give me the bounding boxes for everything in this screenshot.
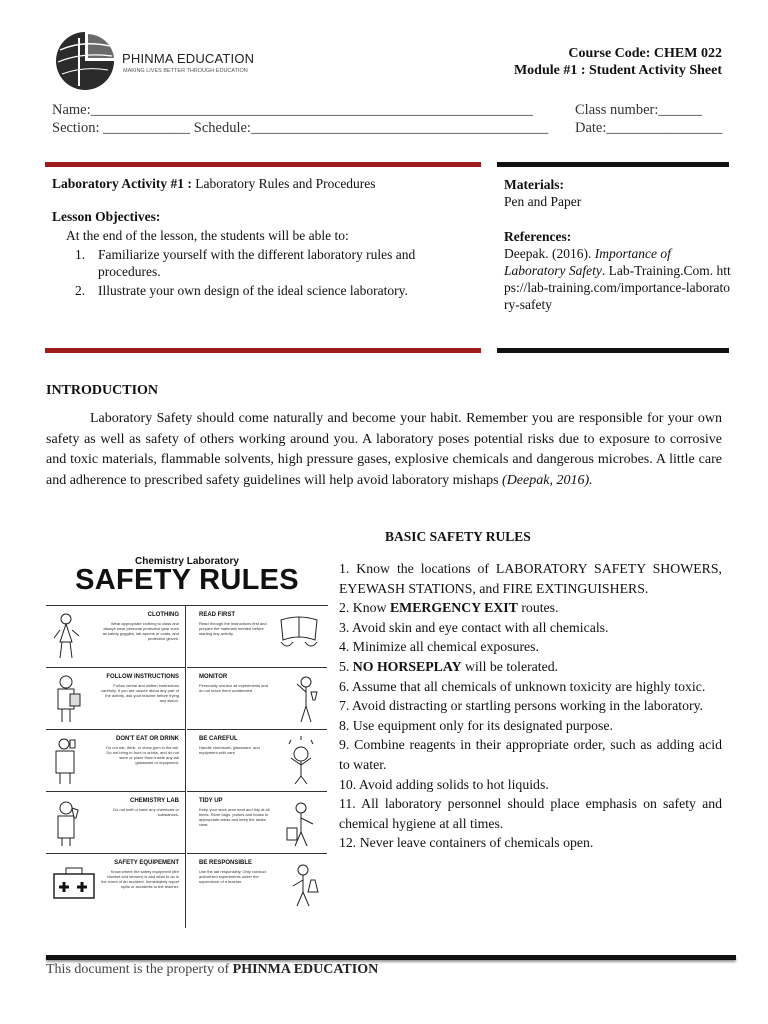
list-item: 8. Use equipment only for its designated purpose. [339,717,613,733]
first-aid-kit-icon [52,860,96,904]
reference-title: Importance of Laboratory Safety [504,246,671,278]
list-item: 1. Familiarize yourself with the different laboratory rules and procedures. [75,247,416,279]
person-sniffing-icon [52,798,84,848]
introduction-body: Laboratory Safety should come naturally and become your habit. Remember you are responsible for your own safety as well as safety of others working around you. A laboratory poses potential risks due to exposure to corrosive and toxic materials, flammable solvents, high pressure gases, explosive chemicals and dangerous microbes. A little care and adherence to prescribed safety guidelines will help avoid laboratory mishaps (Deepak, 2016). [46,411,722,488]
scientist-experiment-icon [285,860,321,910]
poster-title: SAFETY RULES [75,564,299,596]
footer [46,962,378,978]
list-item: 10. Avoid adding solids to hot liquids. [339,776,549,792]
course-info [514,45,722,79]
activity-name: Laboratory Rules and Procedures [195,176,376,191]
bottom-divider-red [45,348,481,353]
person-cleaning-icon [285,798,321,848]
poster-grid [46,605,328,928]
activity-title [52,176,376,192]
objectives-heading: Lesson Objectives: [52,209,161,224]
objectives-list [72,246,472,301]
poster-cell-dont-eat: DON'T EAT OR DRINK Do not eat, drink, or chew gum in the lab. Do not bring in food or drinks, and do not store or place them inside any lab glassware or equipment. [46,730,186,792]
list-item: 2. Illustrate your own design of the ideal science laboratory. [75,283,408,298]
person-with-flask-icon [291,674,321,724]
footer-text: This document is the property of [46,962,233,977]
lab-coat-person-icon [52,612,82,662]
introduction-heading: INTRODUCTION [46,383,159,398]
course-code: Course Code: CHEM 022 [568,46,722,61]
materials-references [504,176,734,313]
name-field[interactable]: Name:_____________________________________________________________ [52,102,533,118]
list-item: 1. Know the locations of LABORATORY SAFETY SHOWERS, EYEWASH STATIONS, and FIRE EXTINGUISHERS. [339,561,722,596]
list-item: 4. Minimize all chemical exposures. [339,639,539,655]
poster-cell-follow-instructions: FOLLOW INSTRUCTIONS Follow verbal and written instructions carefully. If you are unsure about any part of the activity, ask your teacher before trying any action. [46,668,186,730]
references-heading: References: [504,229,572,244]
basic-safety-rules-heading: BASIC SAFETY RULES [385,529,531,544]
org-name: PHINMA EDUCATION [122,51,255,66]
footer-owner: PHINMA EDUCATION [232,962,379,977]
list-item: 12. Never leave containers of chemicals open. [339,835,594,851]
logo-emblem-icon [52,30,118,92]
list-item: 7. Avoid distracting or startling persons working in the laboratory. [339,698,704,714]
poster-cell-be-careful: BE CAREFUL Handle chemicals, glassware, and equipment with care. [187,730,327,792]
module-title: Module #1 : Student Activity Sheet [513,63,722,78]
materials-value: Pen and Paper [504,194,582,209]
poster-cell-read-first: READ FIRST Read through the instructions first and prepare the materials needed before starting any activity. [187,606,327,668]
safety-rules-poster [46,550,328,930]
top-divider-black [497,162,729,167]
org-tagline: MAKING LIVES BETTER THROUGH EDUCATION [123,68,248,74]
worried-person-icon [281,736,321,786]
reading-book-icon [277,612,321,652]
safety-rules-list [339,559,722,853]
person-drinking-icon [52,736,84,786]
reference-url[interactable]: https://lab-training.com/importance-laboratory-safety [504,263,731,312]
poster-cell-clothing: CLOTHING Wear appropriate clothing to class and always wear personal protective gear such as safety goggles, lab aprons or coats, and protective gloves. [46,606,186,668]
date-field[interactable]: Date:________________ [575,120,723,136]
materials-heading: Materials: [504,177,564,192]
poster-subtitle: Chemistry Laboratory [135,556,239,567]
phinma-logo [52,30,255,92]
poster-cell-monitor: MONITOR Personally monitor all experiments and do not leave them unattended. [187,668,327,730]
list-item: 11. All laboratory personnel should place emphasis on safety and chemical hygiene at all times. [339,796,722,831]
person-with-clipboard-icon [52,674,84,724]
poster-cell-chemistry-lab: CHEMISTRY LAB Do not sniff or taste any chemicals or substances. [46,792,186,854]
objectives-intro: At the end of the lesson, the students will be able to: [66,228,349,243]
reference-entry: Deepak. (2016). Importance of Laboratory Safety. Lab-Training.Com. https://lab-training.com/importance-laboratory-safety [504,246,731,312]
list-item: 2. Know EMERGENCY EXIT routes. [339,600,559,616]
footer-divider [46,955,736,960]
poster-cell-tidy-up: TIDY UP Keep your work area neat and tidy at all times. Store bags, purses and books in appropriate areas and keep the aisles clear. [187,792,327,854]
list-item: 5. NO HORSEPLAY will be tolerated. [339,658,559,674]
list-item: 3. Avoid skin and eye contact with all chemicals. [339,619,609,635]
list-item: 9. Combine reagents in their appropriate order, such as adding acid to water. [339,737,722,772]
class-number-field[interactable]: Class number:______ [575,102,702,118]
top-divider-red [45,162,481,167]
poster-cell-safety-equipment: SAFETY EQUIPEMENT Know where the safety equipment (fire blanket and shower) is and what to do in the event of an accident. Immediately report spills or accidents to the teacher. [46,854,186,928]
bottom-divider-black [497,348,729,353]
activity-label: Laboratory Activity #1 : [52,176,192,191]
poster-cell-be-responsible: BE RESPONSIBLE Use the lab responsibly. Only conduct authorized experiments under the supervision of a teacher. [187,854,327,928]
list-item: 6. Assume that all chemicals of unknown toxicity are highly toxic. [339,678,706,694]
section-schedule-field[interactable]: Section: ____________ Schedule:_________________________________________ [52,120,549,136]
